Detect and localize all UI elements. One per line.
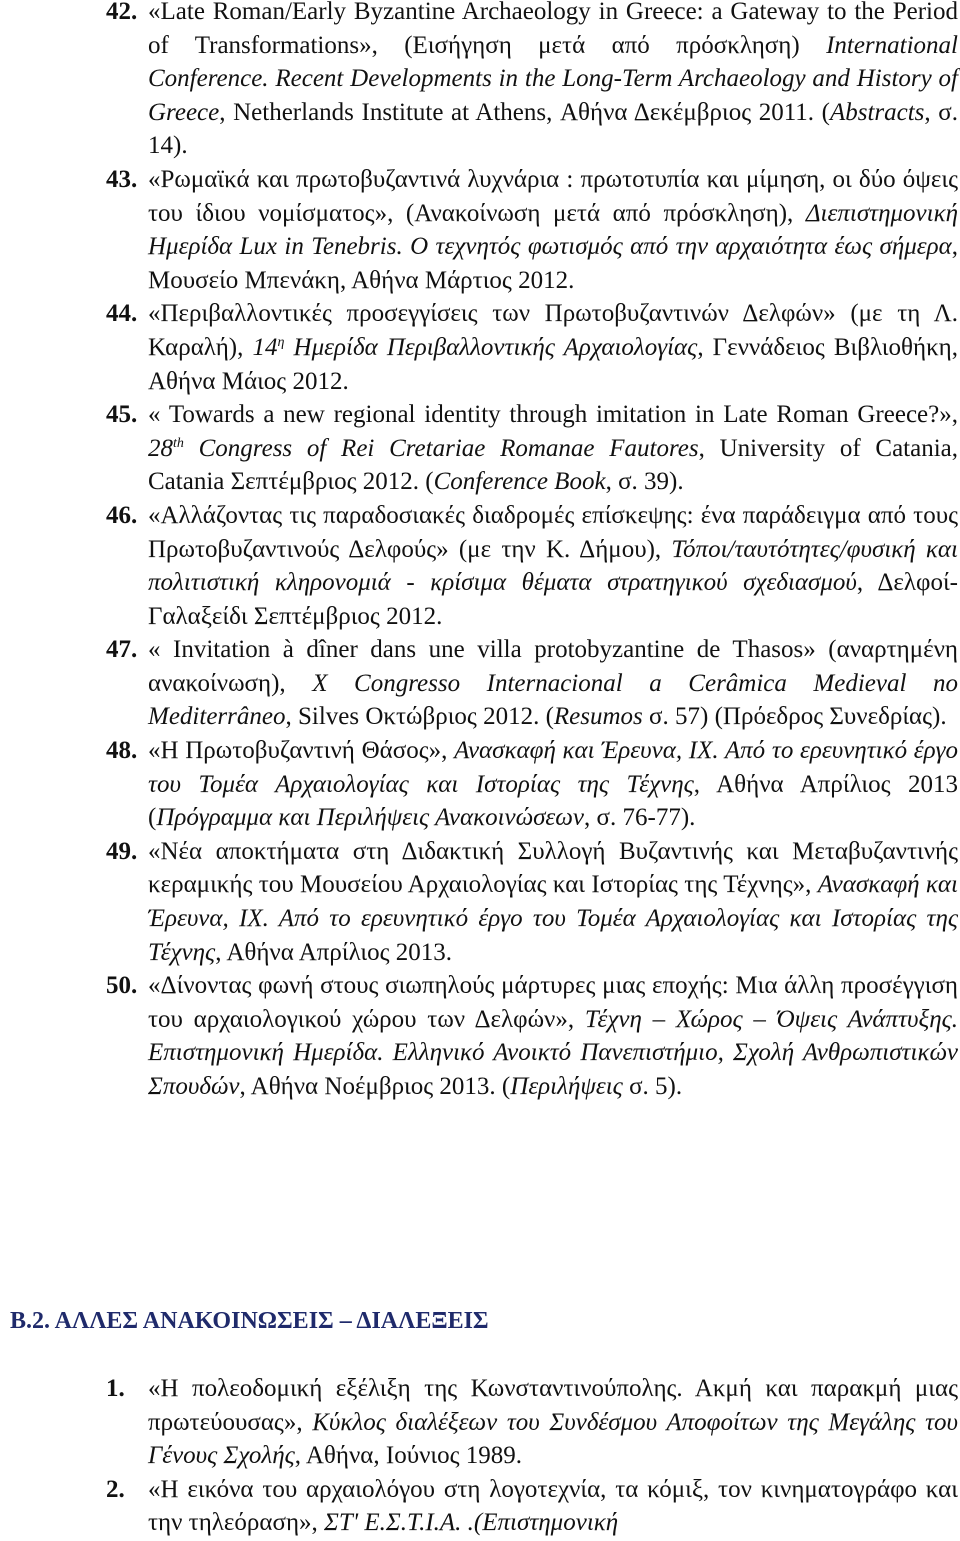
italic-text: ΣΤ' Ε.Σ.Τ.Ι.Α. .(Επιστημονική [324,1509,619,1537]
list-item [0,0,958,163]
italic-text: Περιλήψεις [510,1073,623,1100]
item-number: 49. [106,837,138,865]
item-text: «Ρωμαϊκά και πρωτοβυζαντινά λυχνάρια : πρωτοτυπία και μίμηση, οι δύο όψεις του ίδιου νομίσματος», (Ανακοίνωση μετά από πρόσκληση), [148,165,958,227]
item-text: , σ. 14). [148,98,958,160]
item-text: , Αθήνα Απρίλιος 2013. [215,938,453,966]
italic-text: Ημερίδα Περιβαλλοντικής Αρχαιολογίας [284,333,698,361]
italic-text: X Congresso Internacional a Cerâmica Medieval no Mediterrâneo [148,669,958,731]
item-text: , Δελφοί-Γαλαξείδι Σεπτέμβριος 2012. [148,569,959,630]
list-item [0,1372,958,1473]
item-number: 45. [106,401,138,429]
item-number: 44. [106,300,138,328]
item-text: «Δίνοντας φωνή στους σιωπηλούς μάρτυρες μιας εποχής: Μια άλλη προσέγγιση του αρχαιολογικού χώρου των Δελφών», [148,972,958,1033]
item-text: , Αθήνα Νοέμβριος 2013. ( [239,1073,511,1100]
item-text: «Η Πρωτοβυζαντινή Θάσος», [148,737,455,765]
list-item [0,835,958,969]
item-text: « Invitation à dîner dans une villa protobyzantine de Thasos» (αναρτημένη ανακοίνωση), [148,636,958,697]
item-text: , σ. 39). [605,468,684,496]
item-number: 2. [106,1475,125,1503]
list-item [0,633,958,734]
item-text: , Μουσείο Μπενάκη, Αθήνα Μάρτιος 2012. [148,233,958,294]
list-item [0,398,958,499]
item-text: «Late Roman/Early Byzantine Archaeology in Greece: a Gateway to the Period of Transformations», (Εισήγηση μετά από πρόσκληση) [148,0,958,59]
list-item [0,1473,958,1540]
item-number: 47. [106,636,138,664]
item-text: «Η εικόνα του αρχαιολόγου στη λογοτεχνία, τα κόμιξ, τον κινηματογράφο και την τηλεόραση», [148,1475,958,1537]
italic-text: Ανασκαφή και Έρευνα, ΙΧ. Από το ερευνητικό έργο του Τομέα Αρχαιολογίας και Ιστορίας της Τέχνης [148,737,958,798]
section-heading: Β.2. ΑΛΛΕΣ ΑΝΑΚΟΙΝΩΣΕΙΣ – ΔΙΑΛΕΞΕΙΣ [10,1308,489,1334]
italic-text: Abstracts [829,98,925,126]
item-text: «Νέα αποκτήματα στη Διδακτική Συλλογή Βυζαντινής και Μεταβυζαντινής κεραμικής του Μουσείου Αρχαιολογίας και Ιστορίας της Τέχνης», [148,837,958,899]
list-item [0,297,958,398]
list-item [0,969,958,1103]
item-text: , Αθήνα, Ιούνιος 1989. [294,1442,523,1470]
list-item [0,499,958,633]
item-text: , σ. 76-77). [584,804,696,832]
item-text: , Αθήνα Απρίλιος 2013 ( [148,770,958,832]
italic-text: Πρόγραμμα και Περιλήψεις Ανακοινώσεων [156,804,585,832]
italic-text: International Conference. Recent Developments in the Long-Term Archaeology and History of Greece [148,31,958,126]
item-text: «Περιβαλλοντικές προσεγγίσεις των Πρωτοβυζαντινών Δελφών» (με τη Λ. Καραλή), [148,300,958,361]
list-item [0,734,958,835]
italic-text: 14 [252,333,278,361]
italic-text: 28 [148,434,173,462]
italic-text: Resumos [553,703,643,731]
publications-list-b2 [0,1372,958,1540]
item-number: 1. [106,1375,125,1402]
italic-text: th [173,435,184,451]
italic-text: Τόποι/ταυτότητες/φυσική και πολιτιστική κληρονομιά - κρίσιμα θέματα στρατηγικού σχεδιασμού [148,535,958,597]
item-number: 42. [106,0,138,25]
italic-text: Τέχνη – Χώρος – Όψεις Ανάπτυξης. Επιστημονική Ημερίδα. Ελληνικό Ανοικτό Πανεπιστήμιο, Σχολή Ανθρωπιστικών Σπουδών [148,1005,958,1100]
item-number: 50. [106,972,138,1000]
item-text: , Γεννάδειος Βιβλιοθήκη, Αθήνα Μάιος 2012. [148,333,958,395]
italic-text: Ανασκαφή και Έρευνα, ΙΧ. Από το ερευνητικό έργο του Τομέα Αρχαιολογίας και Ιστορίας της Τέχνης [148,871,958,966]
item-text: σ. 57) (Πρόεδρος Συνεδρίας). [642,703,947,731]
item-text: , Netherlands Institute at Athens, Αθήνα Δεκέμβριος 2011. ( [219,98,830,126]
item-text: , Silves Οκτώβριος 2012. ( [285,703,554,731]
item-text: σ. 5). [622,1073,683,1100]
item-text: « Towards a new regional identity through imitation in Late Roman Greece?», [148,401,958,429]
item-number: 48. [106,737,138,765]
italic-text: Conference Book [433,468,606,496]
item-text: «Η πολεοδομική εξέλιξη της Κωνσταντινούπολης. Ακμή και παρακμή μιας πρωτεύουσας», [148,1375,958,1436]
item-text: , University of Catania, Catania Σεπτέμβριος 2012. ( [148,434,958,496]
italic-text: Διεπιστημονική Ημερίδα Lux in Tenebris. Ο τεχνητός φωτισμός από την αρχαιότητα έως σήμερα [148,199,958,261]
italic-text: Κύκλος διαλέξεων του Συνδέσμου Αποφοίτων της Μεγάλης του Γένους Σχολής [148,1408,958,1470]
list-item [0,163,958,297]
italic-text: η [277,334,285,350]
italic-text: Congress of Rei Cretariae Romanae Fautores [183,434,699,462]
item-number: 43. [106,165,138,193]
item-text: «Αλλάζοντας τις παραδοσιακές διαδρομές επίσκεψης: ένα παράδειγμα από τους Πρωτοβυζαντινούς Δελφούς» (με την Κ. Δήμου), [148,501,958,563]
item-number: 46. [106,501,138,529]
